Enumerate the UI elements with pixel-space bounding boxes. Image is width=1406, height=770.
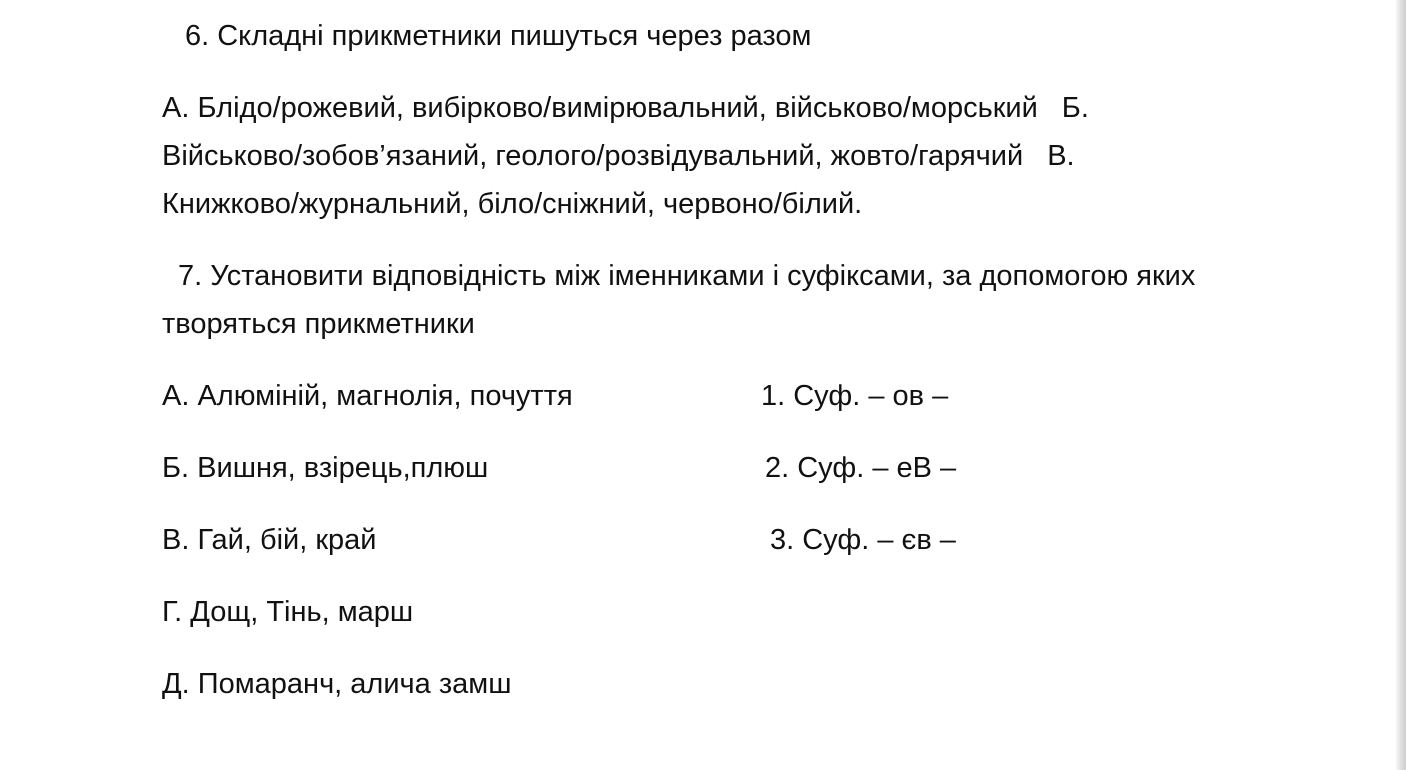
question-6-line-1 bbox=[162, 88, 1089, 128]
question-6-option-c-text: Книжково/журнальний, біло/сніжний, червоно/білий. bbox=[162, 188, 863, 220]
question-7-suffix-1: 1. Суф. – ов – bbox=[761, 380, 949, 412]
question-7-title-line-1: 7. Установити відповідність між іменниками і суфіксами, за допомогою яких bbox=[178, 260, 1196, 292]
question-7-suffix-2: 2. Суф. – еВ – bbox=[765, 452, 957, 484]
question-6-line-2 bbox=[162, 136, 1075, 176]
question-7-option-c: В. Гай, бій, край bbox=[162, 524, 377, 556]
question-6-option-a-text: А. Блідо/рожевий, вибірково/вимірювальний, військово/морський bbox=[162, 92, 1038, 124]
question-6-option-b-text: Військово/зобов’язаний, геолого/розвідувальний, жовто/гарячий bbox=[162, 140, 1024, 172]
question-6-option-b-marker: Б. bbox=[1061, 92, 1089, 124]
question-7-option-a: А. Алюміній, магнолія, почуття bbox=[162, 380, 573, 412]
question-7-title-line-2: творяться прикметники bbox=[162, 308, 475, 340]
question-7-option-e: Д. Помаранч, алича замш bbox=[162, 668, 512, 700]
question-7-option-b: Б. Вишня, взірець,плюш bbox=[162, 452, 489, 484]
question-6-title: 6. Складні прикметники пишуться через разом bbox=[185, 20, 812, 52]
question-7-suffix-3: 3. Суф. – єв – bbox=[770, 524, 956, 556]
question-6-option-c-marker: В. bbox=[1047, 140, 1075, 172]
page-edge-shadow bbox=[1396, 0, 1406, 770]
question-7-option-d: Г. Дощ, Тінь, марш bbox=[162, 596, 414, 628]
